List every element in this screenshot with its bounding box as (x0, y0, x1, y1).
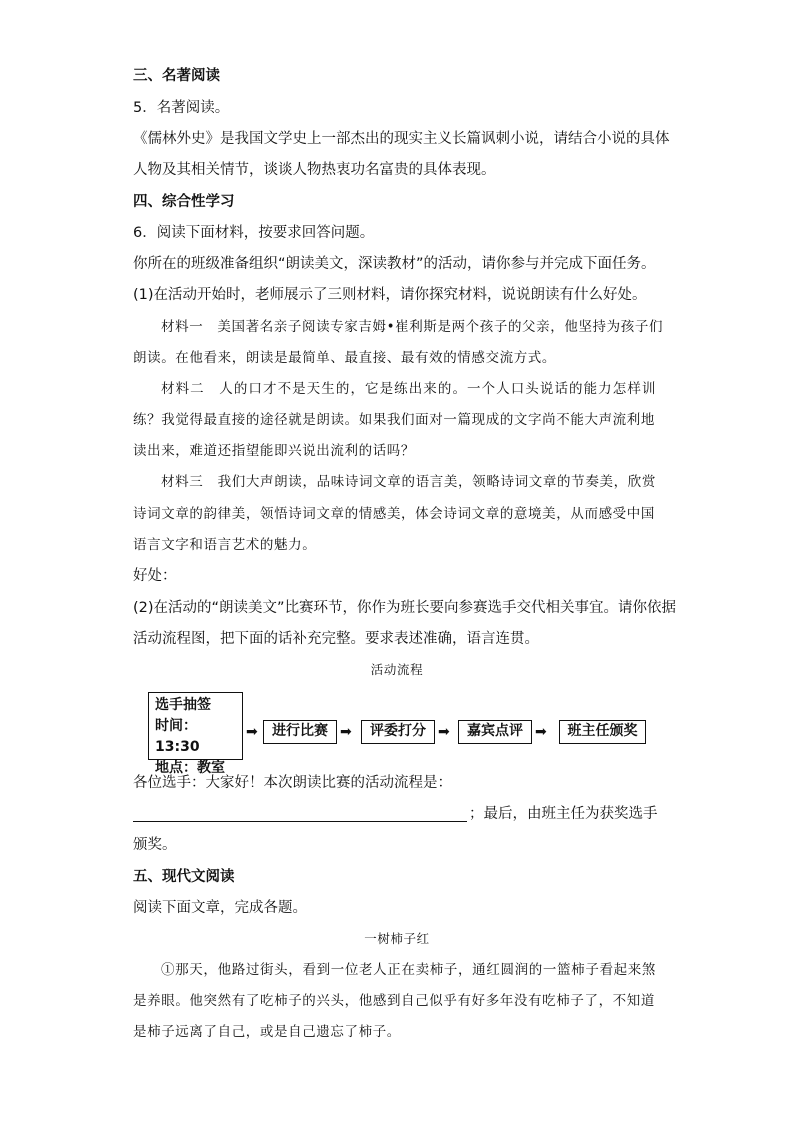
article-para1-line2: 是养眼。他突然有了吃柿子的兴头，他感到自己似乎有好多年没有吃柿子了，不知道 (133, 993, 655, 1009)
arrow-right-icon: ➡ (535, 724, 547, 740)
article-para1-line1: ①那天，他路过街头，看到一位老人正在卖柿子，通红圆润的一篮柿子看起来煞 (161, 962, 656, 978)
question-5: 5．名著阅读。 (133, 100, 230, 116)
flow-step-guest-comments: 嘉宾点评 (458, 720, 532, 744)
flow-step-judges-score: 评委打分 (361, 720, 435, 744)
flow-step-award: 班主任颁奖 (559, 720, 646, 744)
material-3-line2: 诗词文章的韵律美，领悟诗词文章的情感美，体会诗词文章的意境美，从而感受中国 (133, 506, 655, 522)
material-2-line1: 材料二 人的口才不是天生的，它是练出来的。一个人口头说话的能力怎样训 (161, 381, 656, 397)
flow-step-draw-lots-time: 时间：13:30 (155, 718, 200, 755)
q5-prompt-line1: 《儒林外史》是我国文学史上一部杰出的现实主义长篇讽刺小说，请结合小说的具体 (133, 131, 670, 147)
flow-step-draw-lots-place: 地点：教室 (155, 760, 225, 776)
answer-blank (133, 821, 467, 822)
benefit-label: 好处： (133, 568, 177, 584)
section4-heading: 四、综合性学习 (133, 194, 235, 210)
material-3-line1: 材料三 我们大声朗读，品味诗词文章的语言美，领略诗词文章的节奏美，欣赏 (161, 474, 656, 490)
article-title: 一树柿子红 (364, 931, 430, 946)
article-para1-line3: 是柿子远离了自己，或是自己遗忘了柿子。 (133, 1024, 401, 1040)
material-2-line2: 练？我觉得最直接的途径就是朗读。如果我们面对一篇现成的文字尚不能大声流利地 (133, 412, 655, 428)
q6-intro: 你所在的班级准备组织“朗读美文，深读教材”的活动，请你参与并完成下面任务。 (133, 256, 656, 272)
flow-step-draw-lots-title: 选手抽签 (155, 697, 211, 713)
answer-line1: 各位选手：大家好！本次朗读比赛的活动流程是： (133, 775, 452, 791)
q6-subquestion-2-line1: (2)在活动的“朗读美文”比赛环节，你作为班长要向参赛选手交代相关事宜。请你依据 (133, 600, 677, 616)
flow-step-draw-lots (148, 692, 243, 776)
section5-heading: 五、现代文阅读 (133, 869, 235, 885)
section3-heading: 三、名著阅读 (133, 68, 220, 84)
section5-instruction: 阅读下面文章，完成各题。 (133, 900, 307, 916)
answer-line2-tail: ；最后，由班主任为获奖选手 (469, 806, 658, 822)
arrow-right-icon: ➡ (340, 724, 352, 740)
flowchart-title: 活动流程 (370, 662, 424, 677)
material-2-line3: 读出来，难道还指望能即兴说出流利的话吗？ (133, 443, 415, 459)
q6-subquestion-1: (1)在活动开始时，老师展示了三则材料，请你探究材料，说说朗读有什么好处。 (133, 287, 647, 303)
flow-step-competition: 进行比赛 (263, 720, 337, 744)
material-1-line1: 材料一 美国著名亲子阅读专家吉姆•崔利斯是两个孩子的父亲，他坚持为孩子们 (161, 319, 664, 335)
activity-flowchart (148, 692, 648, 776)
q5-prompt-line2: 人物及其相关情节，谈谈人物热衷功名富贵的具体表现。 (133, 162, 496, 178)
material-3-line3: 语言文字和语言艺术的魅力。 (133, 537, 317, 553)
material-1-line2: 朗读。在他看来，朗读是最简单、最直接、最有效的情感交流方式。 (133, 350, 556, 366)
q6-subquestion-2-line2: 活动流程图，把下面的话补充完整。要求表述准确，语言连贯。 (133, 631, 539, 647)
answer-line3: 颁奖。 (133, 837, 177, 853)
question-6: 6．阅读下面材料，按要求回答问题。 (133, 225, 375, 241)
arrow-right-icon: ➡ (246, 724, 258, 740)
arrow-right-icon: ➡ (438, 724, 450, 740)
